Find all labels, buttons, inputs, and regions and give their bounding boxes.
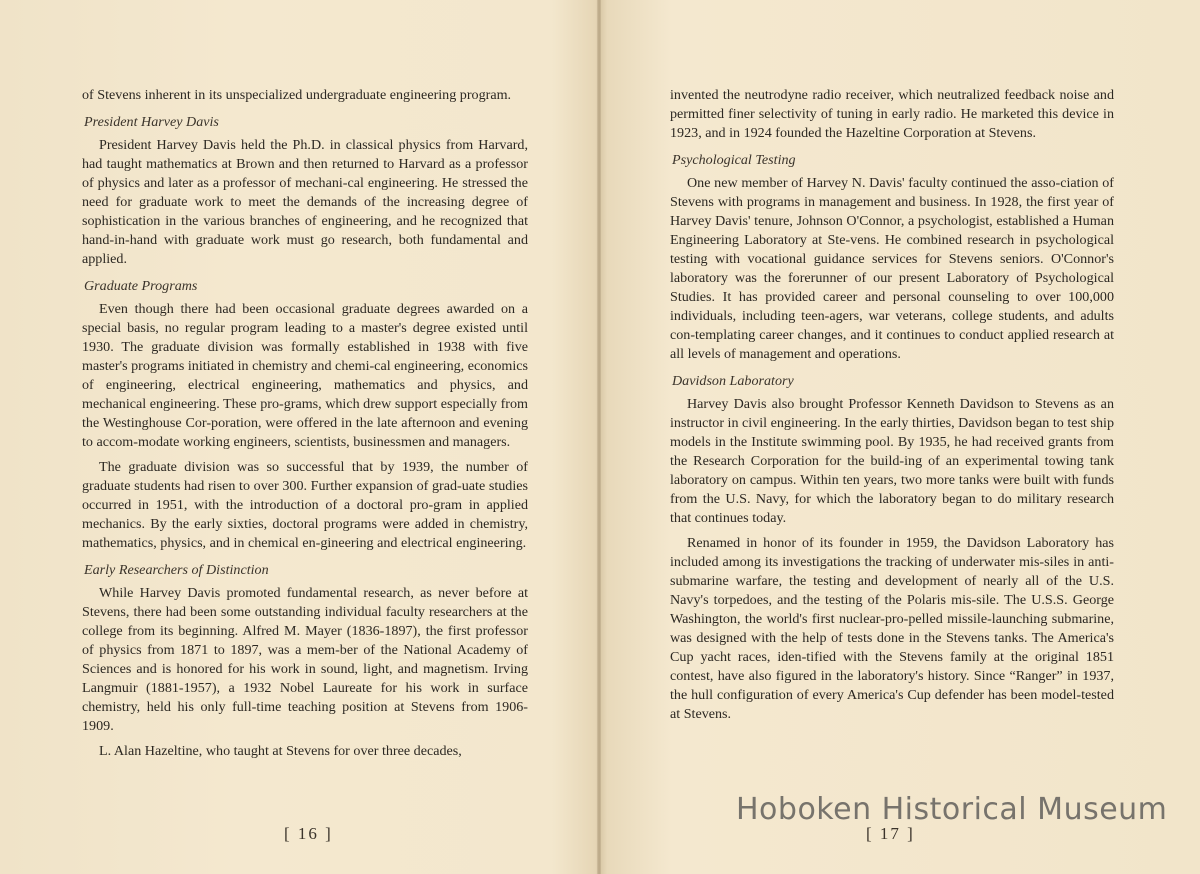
section-heading: Early Researchers of Distinction: [84, 562, 269, 578]
section-heading: Psychological Testing: [672, 152, 796, 168]
right-page: [670, 86, 1114, 724]
page-gutter: [597, 0, 601, 874]
section-heading: President Harvey Davis: [84, 114, 219, 130]
page-number: [ 17 ]: [866, 824, 915, 843]
body-paragraph: Even though there had been occasional graduate degrees awarded on a special basis, no regular program leading to a master's degree existed until 1930. The graduate division was formally established in 1938 with five master's programs initiated in chemistry and chemi-cal engineering, economics of engineering, electrical engineering, mathematics and physics, and mechanical engineering. These pro-grams, which drew support especially from the Westinghouse Cor-poration, were offered in the late afternoon and evening to accom-modate working engineers, scientists, businessmen and managers.: [82, 301, 528, 450]
body-paragraph: President Harvey Davis held the Ph.D. in classical physics from Harvard, had taught mathematics at Brown and then returned to Harvard as a professor of physics and later as a professor of mechani-cal engineering. He stressed the need for graduate work to meet the demands of the increasing degree of sophistication in the various branches of engineering, and he recognized that hand-in-hand with graduate work must go research, both fundamental and applied.: [82, 137, 528, 267]
section-heading: Davidson Laboratory: [672, 373, 794, 389]
continuation-paragraph: invented the neutrodyne radio receiver, which neutralized feedback noise and permitted finer selectivity of tuning in early radio. He marketed this device in 1923, and in 1924 founded the Hazeltine Corporation at Stevens.: [670, 87, 1114, 141]
museum-watermark: Hoboken Historical Museum: [736, 792, 1168, 827]
body-paragraph: Harvey Davis also brought Professor Kenneth Davidson to Stevens as an instructor in civil engineering. In the early thirties, Davidson began to test ship models in the Institute swimming pool. By 1935, he had received grants from the Research Corporation for the build-ing of an experimental towing tank laboratory on campus. Within ten years, two more tanks were built with funds from the U.S. Navy, for which the laboratory began to do military research that continues today.: [670, 396, 1114, 526]
continuation-paragraph: of Stevens inherent in its unspecialized undergraduate engineering program.: [82, 87, 512, 103]
left-page: [82, 86, 528, 761]
body-paragraph: L. Alan Hazeltine, who taught at Stevens for over three decades,: [99, 743, 462, 759]
section-heading: Graduate Programs: [84, 278, 198, 294]
body-paragraph: While Harvey Davis promoted fundamental research, as never before at Stevens, there had been some outstanding individual faculty researchers at the college from its beginning. Alfred M. Mayer (1836-1897), the first professor of physics from 1871 to 1897, was a mem-ber of the National Academy of Sciences and is honored for his work in sound, light, and magnetism. Irving Langmuir (1881-1957), a 1932 Nobel Laureate for his work in surface chemistry, held his only full-time teaching position at Stevens from 1906-1909.: [82, 585, 528, 734]
body-paragraph: One new member of Harvey N. Davis' faculty continued the asso-ciation of Stevens with programs in management and business. In 1928, the first year of Harvey Davis' tenure, Johnson O'Connor, a psychologist, established a Human Engineering Laboratory at Ste-vens. He combined research in psychological testing with vocational guidance services for Stevens seniors. O'Connor's laboratory was the forerunner of our present Laboratory of Psychological Studies. It has provided career and personal counseling to over 100,000 individuals, including teen-agers, war veterans, college students, and adults con-templating career changes, and it continues to conduct applied research at all levels of management and operations.: [670, 175, 1114, 362]
page-number: [ 16 ]: [284, 824, 333, 843]
body-paragraph: Renamed in honor of its founder in 1959, the Davidson Laboratory has included among its investigations the tracking of underwater mis-siles in anti-submarine warfare, the testing and development of nearly all of the U.S. Navy's torpedoes, and the testing of the Polaris mis-sile. The U.S.S. George Washington, the world's first nuclear-pro-pelled missile-launching submarine, was designed with the help of tests done in the Stevens tanks. The America's Cup yacht races, iden-tified with the Stevens family at the original 1851 contest, have also figured in the laboratory's history. Since “Ranger” in 1937, the hull configuration of every America's Cup defender has been model-tested at Stevens.: [670, 535, 1114, 722]
body-paragraph: The graduate division was so successful that by 1939, the number of graduate students had risen to over 300. Further expansion of grad-uate studies occurred in 1951, with the introduction of a doctoral pro-gram in applied mechanics. By the early sixties, doctoral programs were added in chemistry, mathematics, physics, and in chemical en-gineering and electrical engineering.: [82, 459, 528, 551]
